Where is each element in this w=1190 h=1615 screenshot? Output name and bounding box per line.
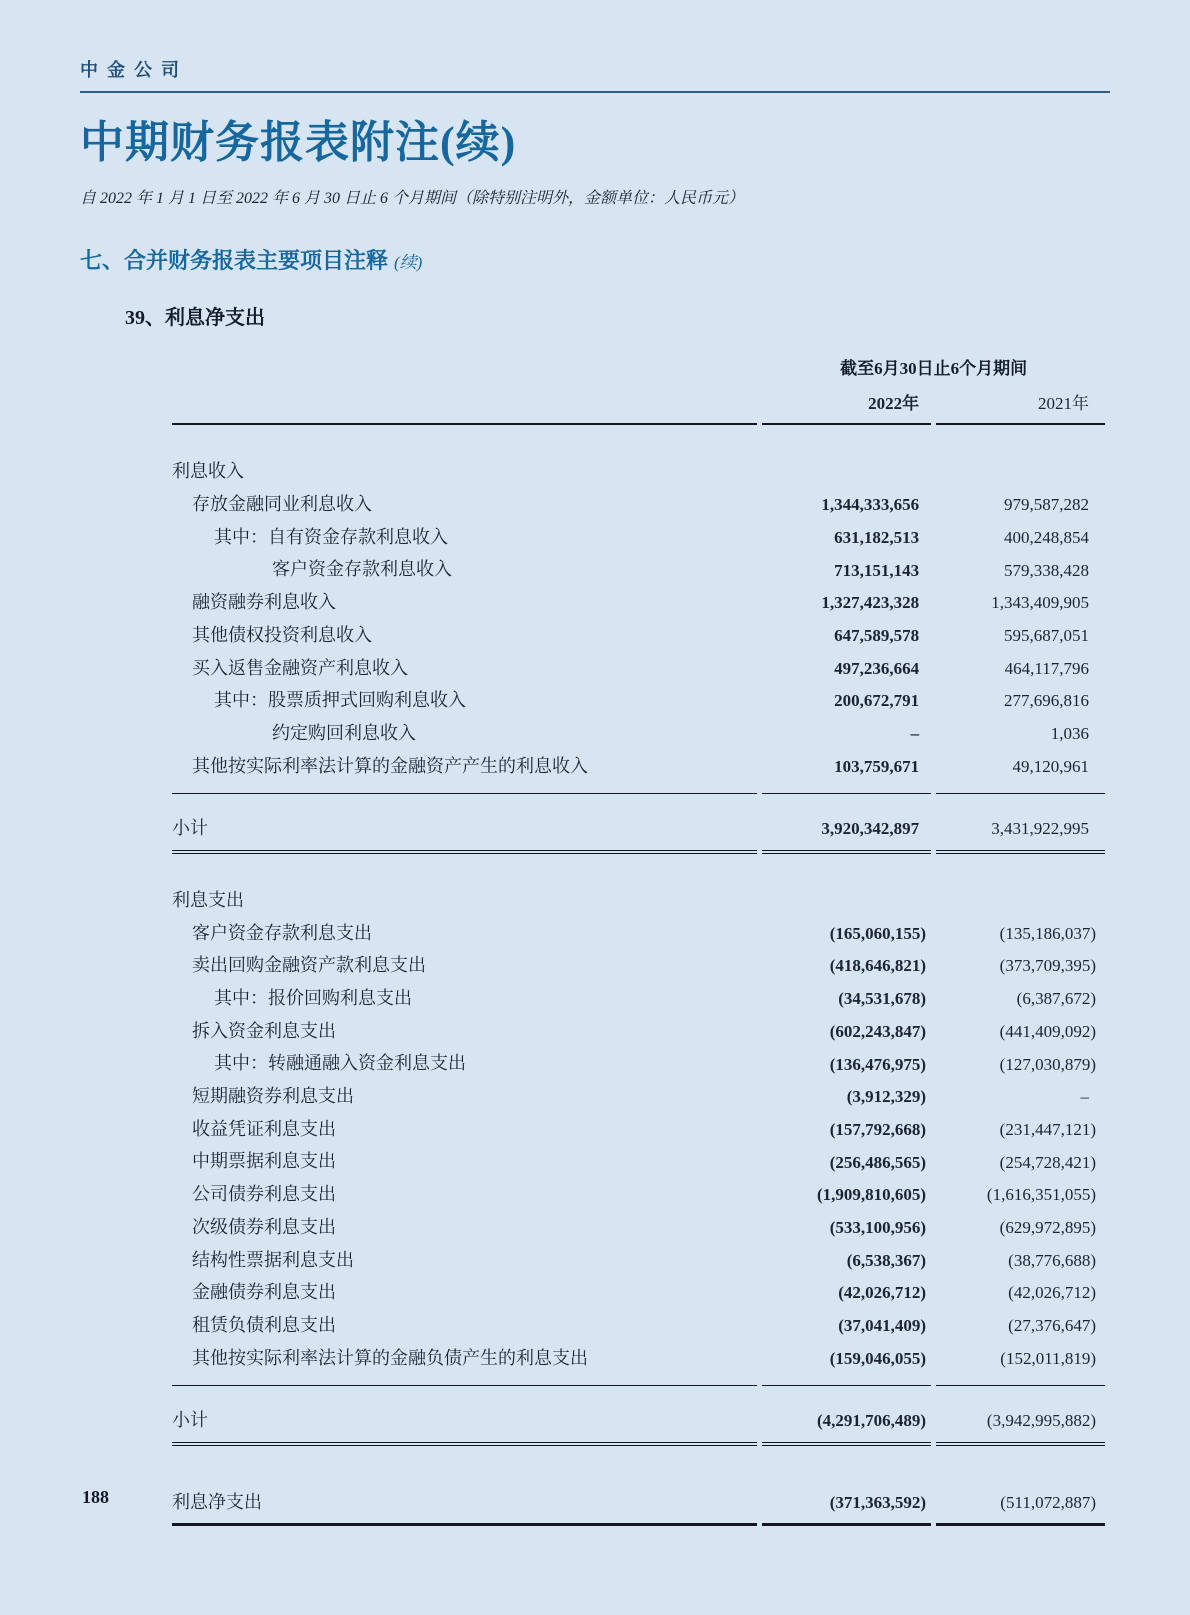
row-label: 利息收入 (172, 461, 244, 482)
value-2022: (533,100,956) (829, 1217, 927, 1237)
value-2021: (1,616,351,055) (986, 1185, 1096, 1205)
period-header: 截至6月30日止6个月期间 (840, 359, 1028, 379)
value-2022: 631,182,513 (834, 527, 920, 547)
value-2022: (159,046,055) (762, 1342, 931, 1387)
table-row (172, 1446, 1105, 1526)
empty-header-cell (172, 354, 757, 389)
value-2021: (38,776,688) (1008, 1250, 1096, 1270)
value-2021: (27,376,647) (1008, 1316, 1096, 1336)
table-row (172, 1178, 1105, 1211)
value-2022: (418,646,821) (829, 956, 927, 976)
table-row (172, 1047, 1105, 1080)
value-2022: 647,589,578 (834, 625, 920, 645)
table-row (172, 488, 1105, 521)
table-row (172, 425, 1105, 488)
table-row (172, 750, 1105, 795)
value-2021: (127,030,879) (999, 1054, 1096, 1074)
table-body (172, 425, 1105, 1525)
value-2022: (34,531,678) (838, 989, 927, 1009)
value-2021: – (1080, 1087, 1089, 1107)
table-row (172, 1145, 1105, 1178)
value-2021 (936, 854, 1105, 917)
value-2022: (165,060,155) (829, 923, 927, 943)
row-label: 利息支出 (172, 889, 244, 910)
row-label: 小计 (172, 794, 757, 854)
section-heading-text: 七、合并财务报表主要项目注释 (80, 248, 389, 274)
row-label: 其他按实际利率法计算的金融资产产生的利息收入 (172, 750, 757, 795)
value-2021: 464,117,796 (1004, 658, 1089, 678)
company-name: 中金公司 (80, 60, 188, 80)
value-2021: (6,387,672) (1016, 989, 1096, 1009)
page-title: 中期财务报表附注(续) (80, 118, 517, 167)
value-2021: (511,072,887) (936, 1446, 1105, 1526)
value-2022: (6,538,367) (846, 1250, 927, 1270)
row-label: 收益凭证利息支出 (192, 1118, 336, 1139)
value-2021: (135,186,037) (999, 923, 1096, 943)
value-2021: 579,338,428 (1004, 560, 1089, 580)
value-2021: (3,942,995,882) (936, 1386, 1105, 1446)
value-2022: (157,792,668) (829, 1119, 927, 1139)
table-row (172, 553, 1105, 586)
value-2021: (629,972,895) (999, 1217, 1096, 1237)
row-label: 其他债权投资利息收入 (192, 624, 372, 645)
subsection-heading: 39、利息净支出 (125, 307, 265, 330)
section-heading (80, 244, 1110, 275)
table-row (172, 521, 1105, 554)
value-2022 (762, 425, 931, 488)
row-label: 拆入资金利息支出 (192, 1020, 336, 1041)
value-2021: 400,248,854 (1004, 527, 1089, 547)
row-label: 存放金融同业利息收入 (192, 494, 372, 515)
value-2021: 277,696,816 (1004, 691, 1089, 711)
value-2022: (4,291,706,489) (762, 1386, 931, 1446)
row-label: 其中：自有资金存款利息收入 (214, 526, 448, 547)
section-continued-label: (续) (394, 253, 423, 273)
table-row (172, 917, 1105, 950)
table-row (172, 949, 1105, 982)
empty-header-cell (172, 389, 757, 425)
value-2022: (136,476,975) (829, 1054, 927, 1074)
row-label: 其他按实际利率法计算的金融负债产生的利息支出 (172, 1342, 757, 1387)
page-number: 188 (82, 1487, 109, 1507)
value-2022 (762, 854, 931, 917)
value-2021: 49,120,961 (936, 750, 1105, 795)
value-2021: (441,409,092) (999, 1021, 1096, 1041)
row-label: 约定购回利息收入 (272, 722, 416, 743)
table-row (172, 1276, 1105, 1309)
value-2021: 1,343,409,905 (991, 593, 1089, 613)
table-row (172, 619, 1105, 652)
interest-expense-table (167, 354, 1110, 1525)
row-label: 小计 (172, 1386, 757, 1446)
value-2021: (231,447,121) (999, 1119, 1096, 1139)
row-label: 其中：报价回购利息支出 (214, 988, 412, 1009)
value-2022: (37,041,409) (838, 1316, 927, 1336)
row-label: 利息净支出 (172, 1446, 757, 1526)
page-subtitle: 自 2022 年 1 月 1 日至 2022 年 6 月 30 日止 6 个月期间（除特别注明外，金额单位：人民币元） (80, 190, 745, 208)
row-label: 客户资金存款利息支出 (192, 922, 372, 943)
value-2022: (3,912,329) (846, 1087, 927, 1107)
row-label: 其中：股票质押式回购利息收入 (214, 690, 466, 711)
value-2022: (42,026,712) (838, 1283, 927, 1303)
row-label: 客户资金存款利息收入 (272, 559, 452, 580)
row-label: 其中：转融通融入资金利息支出 (214, 1053, 466, 1074)
value-2022: – (910, 724, 920, 744)
row-label: 次级债券利息支出 (192, 1216, 336, 1237)
table-row (172, 1309, 1105, 1342)
row-label: 买入返售金融资产利息收入 (192, 657, 408, 678)
period-header-row (172, 354, 1105, 389)
table-row (172, 652, 1105, 685)
value-2022: (1,909,810,605) (816, 1185, 927, 1205)
value-2021: (152,011,819) (936, 1342, 1105, 1387)
row-label: 公司债券利息支出 (192, 1184, 336, 1205)
row-label: 融资融券利息收入 (192, 592, 336, 613)
value-2022: 1,344,333,656 (821, 495, 920, 515)
value-2022: 1,327,423,328 (821, 593, 920, 613)
row-label: 短期融资券利息支出 (192, 1086, 354, 1107)
row-label: 结构性票据利息支出 (192, 1249, 354, 1270)
value-2021: (254,728,421) (999, 1152, 1096, 1172)
table-row (172, 1080, 1105, 1113)
table-row (172, 794, 1105, 854)
value-2022: 497,236,664 (834, 658, 920, 678)
year-header-row (172, 389, 1105, 425)
table-row (172, 1113, 1105, 1146)
value-2021: (373,709,395) (999, 956, 1096, 976)
value-2022: 3,920,342,897 (762, 794, 931, 854)
table-row (172, 684, 1105, 717)
table-row (172, 586, 1105, 619)
column-header-2021: 2021年 (936, 389, 1105, 425)
value-2022: 713,151,143 (834, 560, 920, 580)
table-row (172, 717, 1105, 750)
row-label: 金融债券利息支出 (192, 1282, 336, 1303)
table-row (172, 1211, 1105, 1244)
value-2021: 595,687,051 (1004, 625, 1089, 645)
value-2022: 103,759,671 (762, 750, 931, 795)
table-row (172, 1386, 1105, 1446)
value-2022: (256,486,565) (829, 1152, 927, 1172)
value-2022: 200,672,791 (834, 691, 920, 711)
value-2021: (42,026,712) (1008, 1283, 1096, 1303)
value-2021 (936, 425, 1105, 488)
column-header-2022: 2022年 (762, 389, 931, 425)
value-2021: 1,036 (1050, 724, 1089, 744)
table-row (172, 1244, 1105, 1277)
row-label: 租赁负债利息支出 (192, 1314, 336, 1335)
table-row (172, 854, 1105, 917)
value-2021: 979,587,282 (1004, 495, 1089, 515)
row-label: 卖出回购金融资产款利息支出 (192, 955, 426, 976)
row-label: 中期票据利息支出 (192, 1151, 336, 1172)
header-rule (80, 91, 1110, 93)
value-2022: (371,363,592) (762, 1446, 931, 1526)
table-row (172, 1342, 1105, 1387)
table-row (172, 1015, 1105, 1048)
value-2022: (602,243,847) (829, 1021, 927, 1041)
value-2021: 3,431,922,995 (936, 794, 1105, 854)
table-row (172, 982, 1105, 1015)
